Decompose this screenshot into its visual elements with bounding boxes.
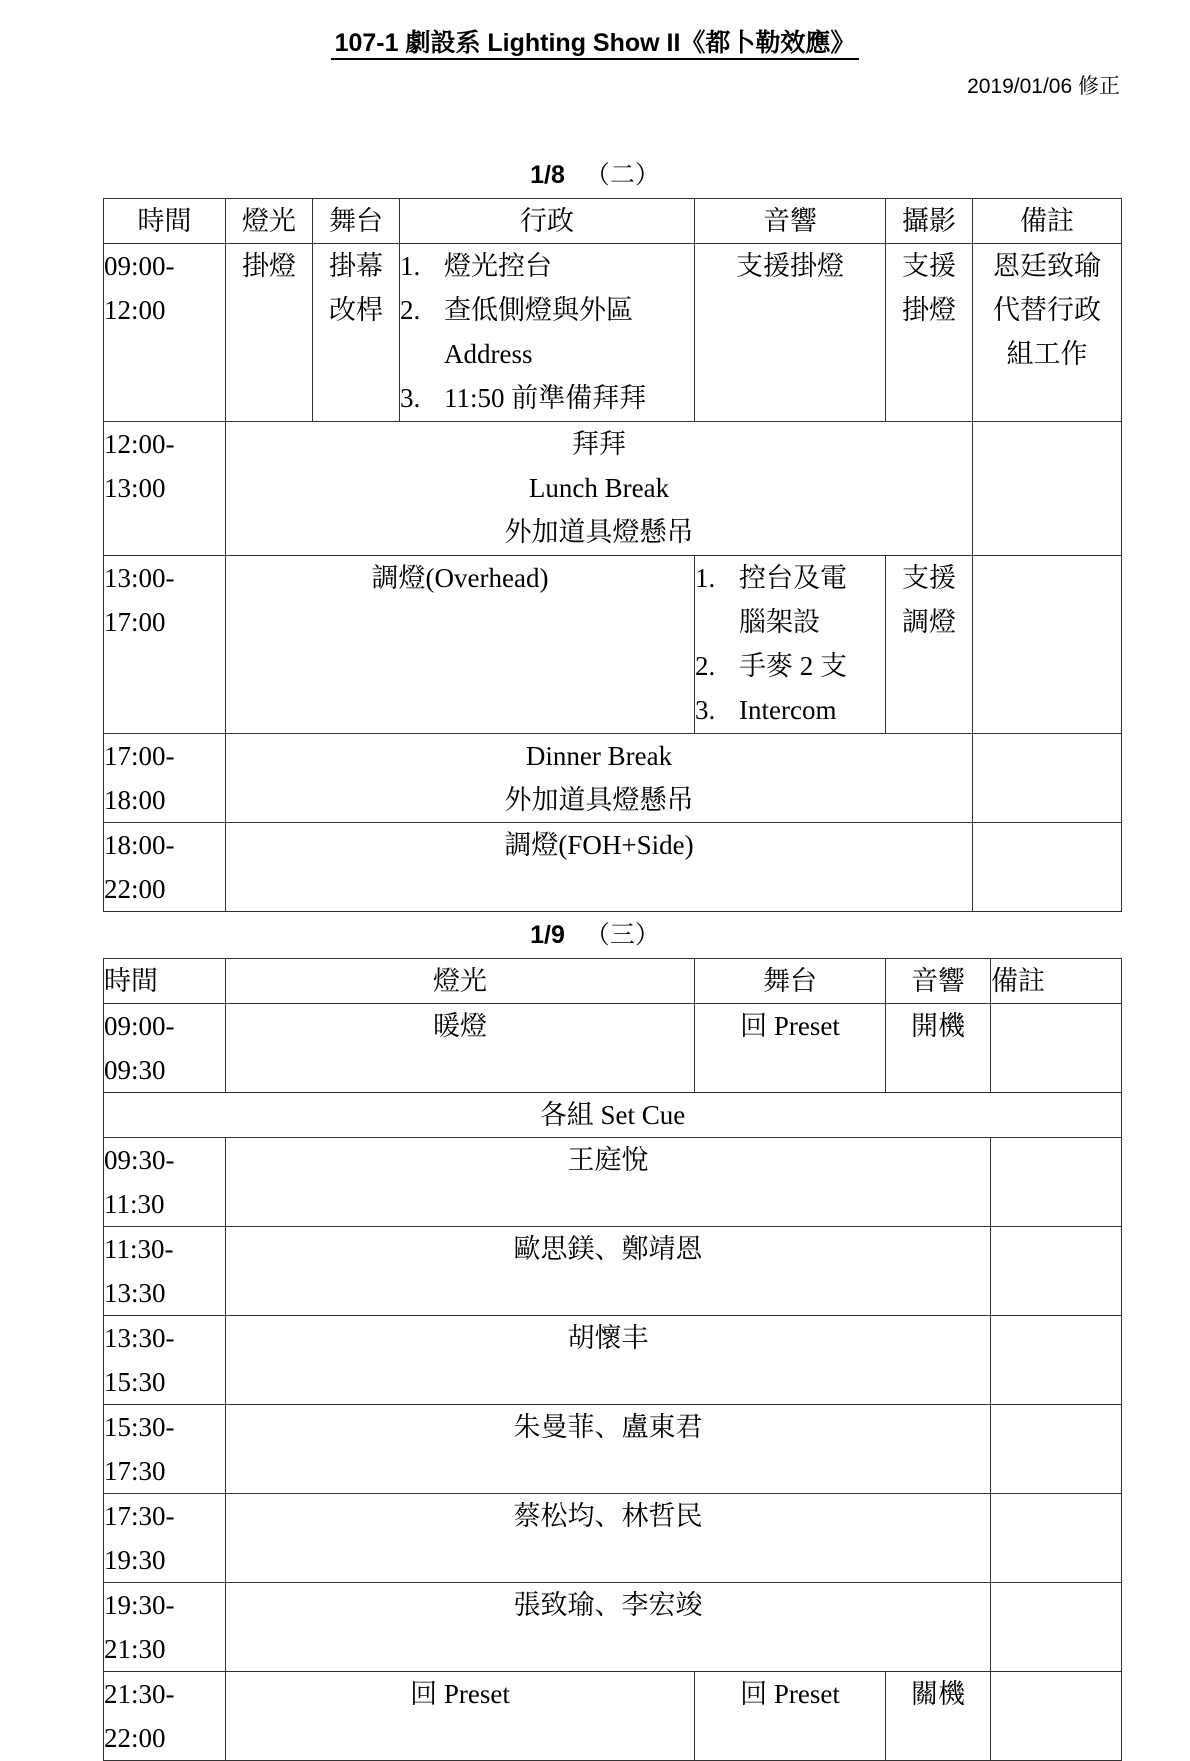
time-cell: 19:30-21:30 (104, 1583, 226, 1672)
names-cell: 蔡松均、林哲民 (226, 1494, 991, 1583)
table-row (104, 556, 1122, 734)
notes-cell (991, 1138, 1122, 1227)
photo-line: 支援 (902, 251, 956, 281)
day2-weekday: （三） (584, 921, 660, 949)
header-lighting: 燈光 (226, 959, 695, 1004)
time-cell: 13:30-15:30 (104, 1316, 226, 1405)
list-item: 1. 燈光控台 (400, 251, 552, 281)
notes-line: 組工作 (1006, 339, 1088, 369)
time-cell: 17:00-18:00 (104, 734, 226, 823)
table-row (104, 1494, 1122, 1583)
header-notes: 備註 (973, 199, 1122, 244)
list-item: 3. Intercom (695, 695, 837, 725)
stage-line: 改桿 (329, 295, 383, 325)
stage-cell: 回 Preset (695, 1004, 886, 1093)
table-row (104, 734, 1122, 823)
day1-date: 1/8 (530, 161, 565, 189)
time-cell: 21:30-22:00 (104, 1672, 226, 1761)
setcue-cell: 各組 Set Cue (104, 1093, 1122, 1138)
table-row (104, 1405, 1122, 1494)
merged-cell: 調燈(FOH+Side) (226, 823, 973, 912)
merged-line: 拜拜 (572, 429, 626, 459)
time-cell: 17:30-19:30 (104, 1494, 226, 1583)
photo-line: 支援 (902, 563, 956, 593)
merged-cell (226, 734, 973, 823)
notes-cell (973, 734, 1122, 823)
header-stage: 舞台 (313, 199, 400, 244)
time-cell: 13:00-17:00 (104, 556, 226, 734)
header-admin: 行政 (400, 199, 695, 244)
table-row (104, 422, 1122, 556)
admin-cell (400, 244, 695, 422)
table-row (104, 244, 1122, 422)
header-stage: 舞台 (695, 959, 886, 1004)
header-time: 時間 (104, 959, 226, 1004)
day2-date: 1/9 (530, 921, 565, 949)
table-row (104, 1004, 1122, 1093)
merged-cell: 調燈(Overhead) (226, 556, 695, 734)
photo-line: 掛燈 (902, 295, 956, 325)
time-cell: 09:00-09:30 (104, 1004, 226, 1093)
merged-line: Dinner Break (525, 741, 673, 771)
admin-list (400, 244, 694, 420)
header-sound: 音響 (695, 199, 886, 244)
list-item: 1. 控台及電 (695, 563, 847, 593)
sound-cell: 關機 (886, 1672, 991, 1761)
day1-header-row (104, 199, 1122, 244)
stage-cell: 回 Preset (695, 1672, 886, 1761)
time-cell: 18:00-22:00 (104, 823, 226, 912)
notes-cell (973, 556, 1122, 734)
merged-cell (226, 422, 973, 556)
time-cell: 15:30-17:30 (104, 1405, 226, 1494)
names-cell: 張致瑜、李宏竣 (226, 1583, 991, 1672)
notes-cell (991, 1672, 1122, 1761)
notes-cell (991, 1227, 1122, 1316)
time-cell: 09:00-12:00 (104, 244, 226, 422)
sound-cell: 開機 (886, 1004, 991, 1093)
header-time: 時間 (104, 199, 226, 244)
merged-line: 外加道具燈懸吊 (504, 517, 694, 547)
lighting-cell: 暖燈 (226, 1004, 695, 1093)
stage-line: 掛幕 (329, 251, 383, 281)
revision-date: 2019/01/06 修正 (967, 75, 1120, 98)
sound-cell (695, 556, 886, 734)
table-row (104, 1227, 1122, 1316)
header-lighting: 燈光 (226, 199, 313, 244)
photo-cell (886, 556, 973, 734)
table-row (104, 1138, 1122, 1227)
names-cell: 歐思鎂、鄭靖恩 (226, 1227, 991, 1316)
notes-cell (991, 1316, 1122, 1405)
notes-line: 恩廷致瑜 (993, 251, 1101, 281)
header-sound: 音響 (886, 959, 991, 1004)
notes-cell (991, 1405, 1122, 1494)
list-item-continuation: Address (444, 339, 533, 369)
names-cell: 王庭悅 (226, 1138, 991, 1227)
day2-heading (0, 918, 1190, 952)
lighting-cell: 掛燈 (226, 244, 313, 422)
header-photo: 攝影 (886, 199, 973, 244)
table-row (104, 1672, 1122, 1761)
list-item: 3. 11:50 前準備拜拜 (400, 383, 647, 413)
merged-line: Lunch Break (528, 473, 670, 503)
names-cell: 胡懷丰 (226, 1316, 991, 1405)
table-row (104, 1093, 1122, 1138)
day1-schedule-table (103, 198, 1122, 912)
notes-cell (973, 244, 1122, 422)
list-item-continuation: 腦架設 (739, 607, 820, 637)
photo-line: 調燈 (902, 607, 956, 637)
time-cell: 09:30-11:30 (104, 1138, 226, 1227)
sound-list (695, 556, 885, 732)
table-row (104, 823, 1122, 912)
document-title: 107-1 劇設系 Lighting Show II《都卜勒效應》 (0, 26, 1190, 60)
notes-cell (973, 422, 1122, 556)
notes-cell (991, 1494, 1122, 1583)
notes-line: 代替行政 (993, 295, 1101, 325)
time-cell: 12:00-13:00 (104, 422, 226, 556)
day2-header-row (104, 959, 1122, 1004)
day2-schedule-table (103, 958, 1122, 1761)
table-row (104, 1316, 1122, 1405)
sound-cell: 支援掛燈 (695, 244, 886, 422)
day1-heading (0, 158, 1190, 192)
merged-line: 外加道具燈懸吊 (504, 785, 694, 815)
list-item: 2. 手麥 2 支 (695, 651, 847, 681)
header-notes: 備註 (991, 959, 1122, 1004)
lighting-cell: 回 Preset (226, 1672, 695, 1761)
time-cell: 11:30-13:30 (104, 1227, 226, 1316)
list-item: 2. 查低側燈與外區 (400, 295, 633, 325)
notes-cell (991, 1004, 1122, 1093)
names-cell: 朱曼菲、盧東君 (226, 1405, 991, 1494)
stage-cell (313, 244, 400, 422)
table-row (104, 1583, 1122, 1672)
notes-cell (991, 1583, 1122, 1672)
notes-cell (973, 823, 1122, 912)
photo-cell (886, 244, 973, 422)
day1-weekday: （二） (584, 161, 660, 189)
